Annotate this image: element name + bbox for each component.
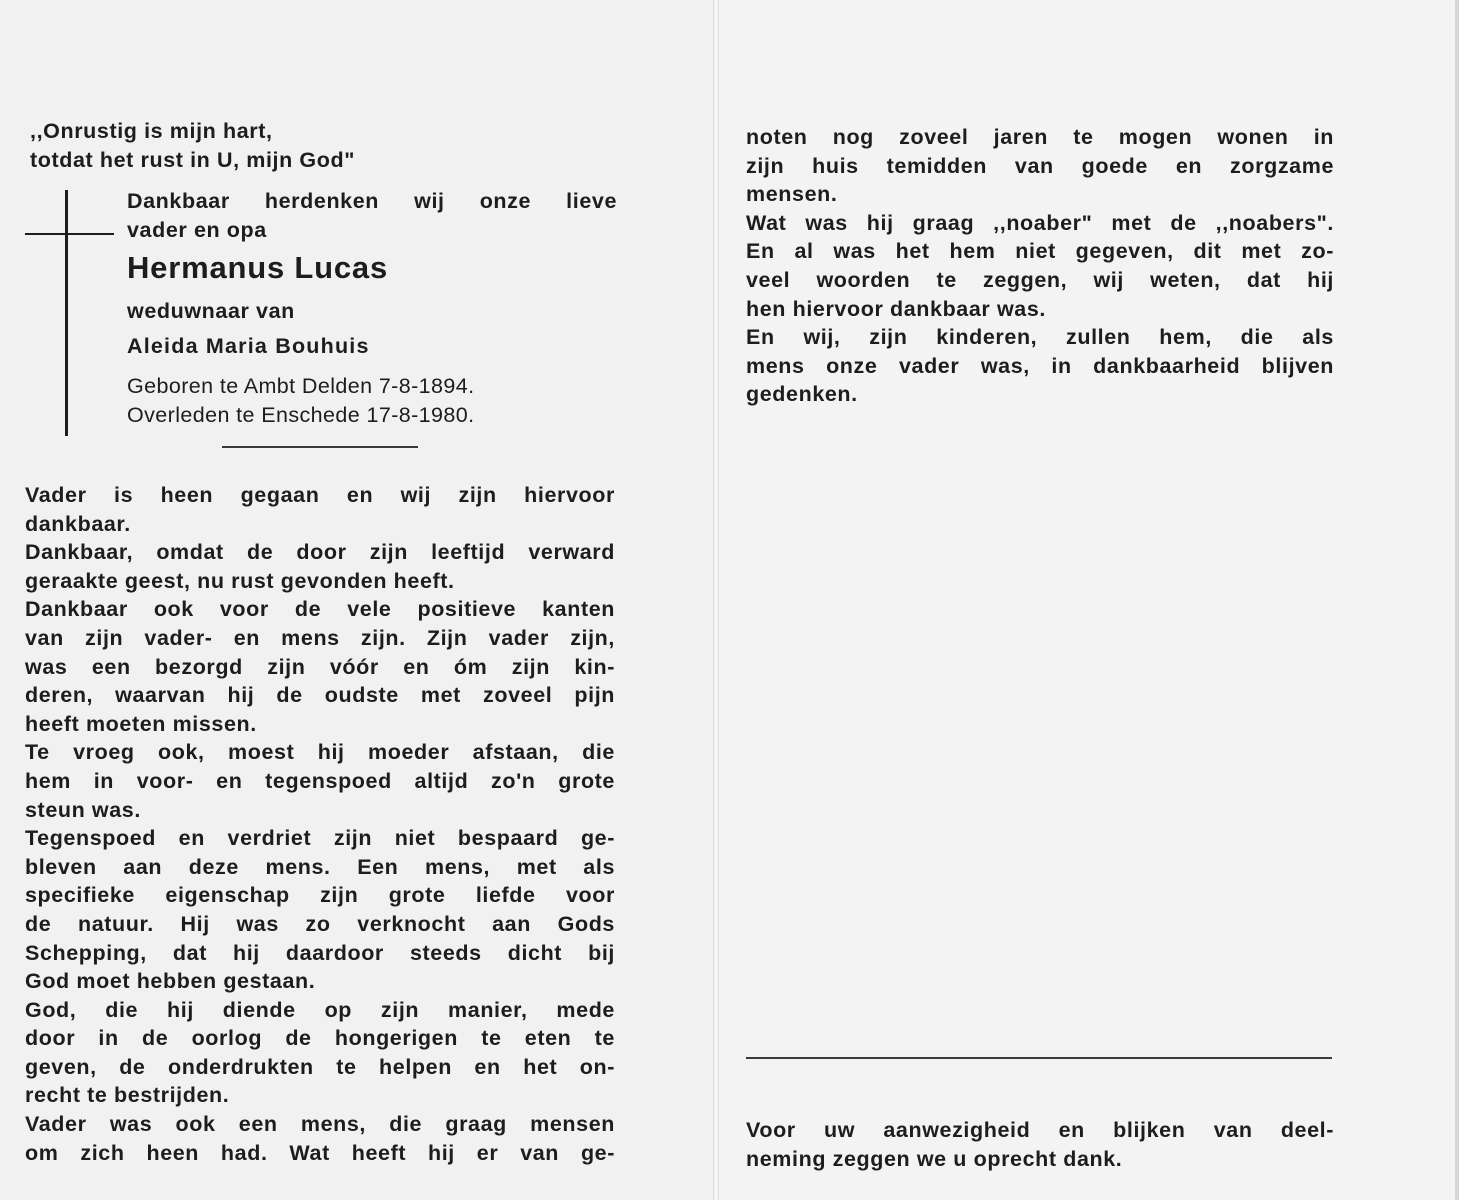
cross-icon-bar [25, 233, 114, 235]
text-line: dankbaar. [25, 511, 131, 536]
deceased-name: Hermanus Lucas [127, 250, 389, 285]
cross-icon [65, 190, 68, 436]
text-line: Vader is heen gegaan en wij zijn hiervoor [25, 483, 615, 507]
text-line: hem in voor- en tegenspoed altijd zo'n grote [25, 768, 615, 793]
text-line: mens onze vader was, in dankbaarheid blijven [746, 353, 1334, 378]
text-line: zijn huis temidden van goede en zorgzame [746, 153, 1334, 178]
text-line: Schepping, dat hij daardoor steeds dicht bij [25, 940, 615, 965]
birth-date: Geboren te Ambt Delden 7-8-1894. [127, 374, 475, 398]
text-line: van zijn vader- en mens zijn. Zijn vader zijn, [25, 625, 615, 650]
text-line: En al was het hem niet gegeven, dit met zo- [746, 239, 1334, 264]
text-line: heeft moeten missen. [25, 711, 257, 736]
widower-label: weduwnaar van [127, 299, 295, 323]
text-line: mensen. [746, 182, 838, 207]
text-line: Wat was hij graag ,,noaber" met de ,,noabers". [746, 210, 1334, 235]
text-line: God moet hebben gestaan. [25, 969, 316, 994]
divider [746, 1057, 1332, 1059]
card-fold [713, 0, 719, 1200]
text-line: Te vroeg ook, moest hij moeder afstaan, die [25, 740, 615, 765]
text-line: Dankbaar ook voor de vele positieve kanten [25, 597, 615, 622]
text-line: deren, waarvan hij de oudste met zoveel pijn [25, 683, 615, 708]
text-line: door in de oorlog de hongerigen te eten te [25, 1026, 615, 1051]
text-line: geven, de onderdrukten te helpen en het on- [25, 1054, 615, 1079]
remembrance-intro [127, 187, 617, 245]
life-dates [127, 372, 587, 430]
text-line: hen hiervoor dankbaar was. [746, 296, 1046, 321]
text-line: God, die hij diende op zijn manier, mede [25, 997, 615, 1022]
text-line: geraakte geest, nu rust gevonden heeft. [25, 568, 455, 593]
text-line: specifieke eigenschap zijn grote liefde voor [25, 883, 615, 908]
memorial-text-left [25, 481, 615, 1167]
quote-line: totdat het rust in U, mijn God" [30, 148, 355, 172]
text-line: Voor uw aanwezigheid en blijken van deel- [746, 1118, 1334, 1142]
intro-line: vader en opa [127, 218, 267, 242]
thank-you-note [746, 1116, 1334, 1173]
text-line: noten nog zoveel jaren te mogen wonen in [746, 125, 1334, 149]
text-line: steun was. [25, 797, 141, 822]
memorial-text-right [746, 123, 1334, 409]
text-line: Dankbaar, omdat de door zijn leeftijd verward [25, 540, 615, 565]
text-line: was een bezorgd zijn vóór en óm zijn kin- [25, 654, 615, 679]
text-line: neming zeggen we u oprecht dank. [746, 1146, 1123, 1171]
quote-line: ,,Onrustig is mijn hart, [30, 119, 273, 143]
death-date: Overleden te Enschede 17-8-1980. [127, 403, 475, 427]
text-line: de natuur. Hij was zo verknocht aan Gods [25, 911, 615, 936]
text-line: En wij, zijn kinderen, zullen hem, die als [746, 325, 1334, 350]
card-edge [1455, 0, 1459, 1200]
spouse-name: Aleida Maria Bouhuis [127, 334, 370, 358]
text-line: om zich heen had. Wat heeft hij er van ge- [25, 1140, 615, 1165]
text-line: Tegenspoed en verdriet zijn niet bespaard ge- [25, 826, 615, 851]
text-line: recht te bestrijden. [25, 1083, 230, 1108]
divider [222, 446, 418, 448]
text-line: gedenken. [746, 382, 858, 407]
text-line: Vader was ook een mens, die graag mensen [25, 1112, 615, 1137]
intro-line: Dankbaar herdenken wij onze lieve [127, 189, 617, 213]
text-line: bleven aan deze mens. Een mens, met als [25, 854, 615, 879]
opening-quote [30, 117, 450, 175]
text-line: veel woorden te zeggen, wij weten, dat hij [746, 267, 1334, 292]
